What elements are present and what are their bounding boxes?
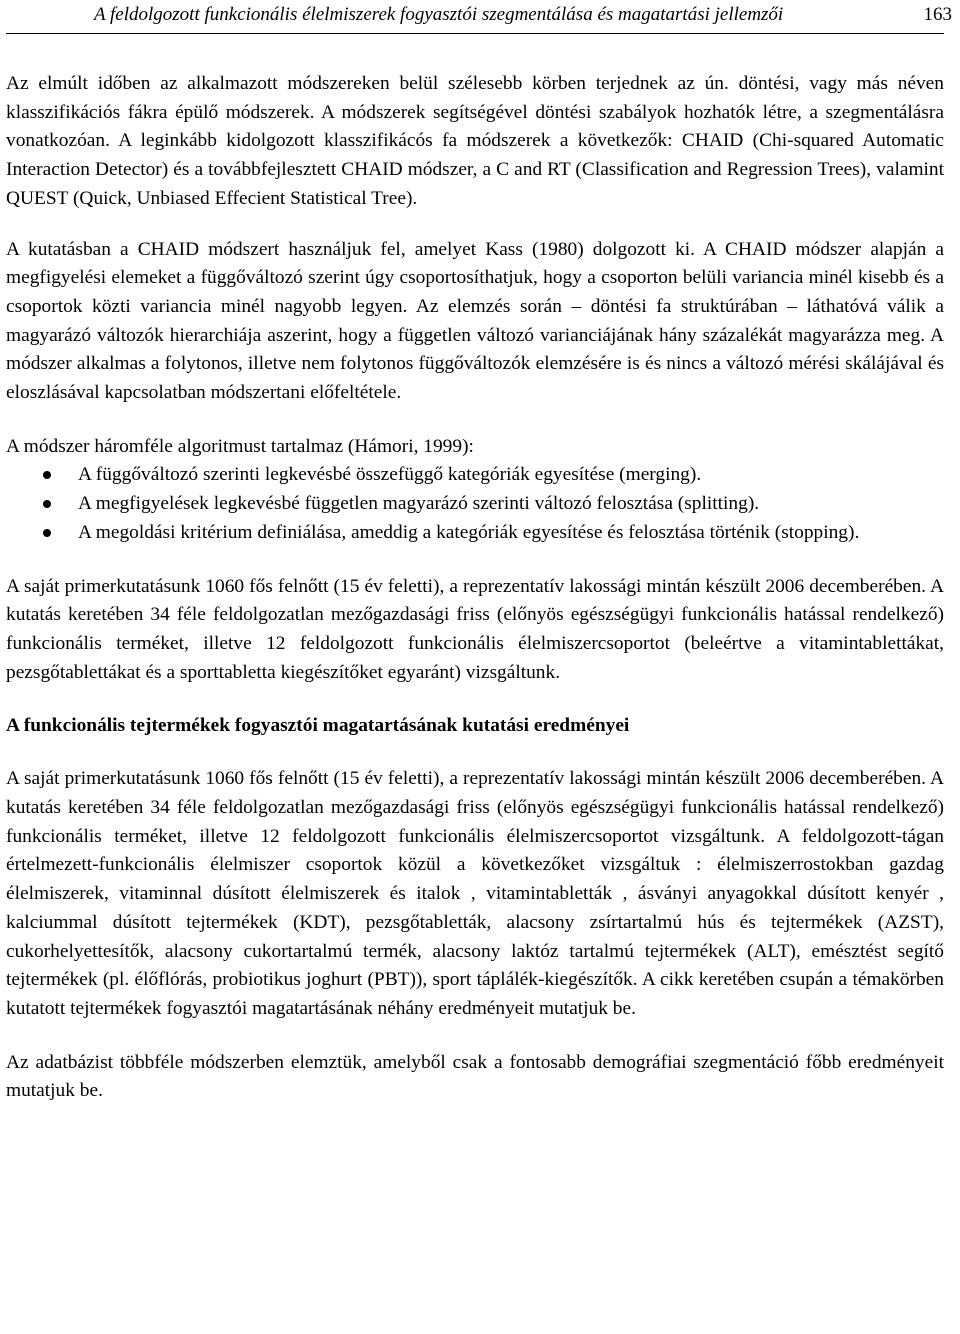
paragraph-primary-research: A saját primerkutatásunk 1060 fős felnőtt (15 év feletti), a reprezentatív lakossági mintán készült 2006 decemberében. A kutatás keretében 34 féle feldolgozatlan mezőgazdasági friss (előnyös egészségügyi funkcionális hatással rendelkező) funkcionális terméket, illetve 12 feldolgozott funkcionális élelmiszercsoportot (beleértve a vitamintablettákat, pezsgőtablettákat és a sporttabletta kiegészítőket egyaránt) vizsgáltunk. — [6, 575, 944, 683]
bullet-icon — [43, 529, 51, 537]
list-item — [6, 490, 944, 519]
paragraph-database-analysis: Az adatbázist többféle módszerben elemztük, amelyből csak a fontosabb demográfiai szegmentáció főbb eredményeit mutatjuk be. — [6, 1051, 944, 1102]
section-heading: A funkcionális tejtermékek fogyasztói magatartásának kutatási eredményei — [6, 715, 630, 737]
list-item-text: A megfigyelések legkevésbé független magyarázó szerinti változó felosztása (splitting). — [78, 493, 760, 515]
list-item-text: A megoldási kritérium definiálása, ameddig a kategóriák egyesítése és felosztása történik (stopping). — [78, 521, 860, 543]
bullet-icon — [43, 500, 51, 508]
running-header — [6, 0, 952, 34]
page-number: 163 — [923, 4, 952, 25]
paragraph-classification-trees: Az elmúlt időben az alkalmazott módszereken belül szélesebb körben terjednek az ún. döntési, vagy más néven klasszifikációs fákra épülő módszerek. A módszerek segítségével döntési szabályok hozhatók létre, a szegmentálásra vonatkozóan. A leginkább kidolgozott klasszifikácós fa módszerek a következők: CHAID (Chi-squared Automatic Interaction Detector) és a továbbfejlesztett CHAID módszer, a C and RT (Classification and Regression Trees), valamint QUEST (Quick, Unbiased Effecient Statistical Tree). — [6, 73, 944, 209]
list-item-text: A függőváltozó szerinti legkevésbé összefüggő kategóriák egyesítése (merging). — [78, 464, 702, 486]
list-item — [6, 519, 944, 548]
document-page — [6, 0, 952, 1106]
running-header-title: A feldolgozott funkcionális élelmiszerek fogyasztói szegmentálása és magatartási jellemzői — [94, 4, 784, 25]
algorithm-list — [6, 461, 944, 547]
paragraph-chaid-method: A kutatásban a CHAID módszert használjuk fel, amelyet Kass (1980) dolgozott ki. A CHAID módszer alapján a megfigyelési elemeket a függőváltozó szerint úgy csoportosíthatjuk, hogy a csoporton belüli variancia minél kisebb és a csoportok közti variancia minél nagyobb legyen. Az elemzés során – döntési fa struktúrában – láthatóvá válik a magyarázó változók hierarchiája aszerint, hogy a független változó varianciájának hány százalékát magyarázza meg. A módszer alkalmas a folytonos, illetve nem folytonos függőváltozók elemzésére is és nincs a változó mérési skálájával és eloszlásával kapcsolatban módszertani előfeltétele. — [6, 238, 944, 404]
paragraph-algorithms-intro: A módszer háromféle algoritmust tartalmaz (Hámori, 1999): — [6, 435, 474, 457]
list-item — [6, 461, 944, 490]
paragraph-research-details: A saját primerkutatásunk 1060 fős felnőtt (15 év feletti), a reprezentatív lakossági mintán készült 2006 decemberében. A kutatás keretében 34 féle feldolgozatlan mezőgazdasági friss (előnyös egészségügyi funkcionális hatással rendelkező) funkcionális terméket, illetve 12 feldolgozott funkcionális élelmiszercsoportot vizsgáltunk. A feldolgozott-tágan értelmezett-funkcionális élelmiszer csoportok közül a következőket vizsgáltuk : élelmiszerrostokban gazdag élelmiszerek, vitaminnal dúsított élelmiszerek és italok , vitamintabletták , ásványi anyagokkal dúsított kenyér , kalciummal dúsított tejtermékek (KDT), pezsgőtabletták, alacsony zsírtartalmú hús és tejtermékek (AZST), cukorhelyettesítők, alacsony cukortartalmú termék, alacsony laktóz tartalmú tejtermékek (ALT), emésztést segítő tejtermékek (pl. élőflórás, probiotikus joghurt (PBT)), sport táplálék-kiegészítők. A cikk keretében csupán a témakörben kutatott tejtermékek fogyasztói magatartásának néhány eredményeit mutatjuk be. — [6, 768, 944, 1019]
bullet-icon — [43, 471, 51, 479]
